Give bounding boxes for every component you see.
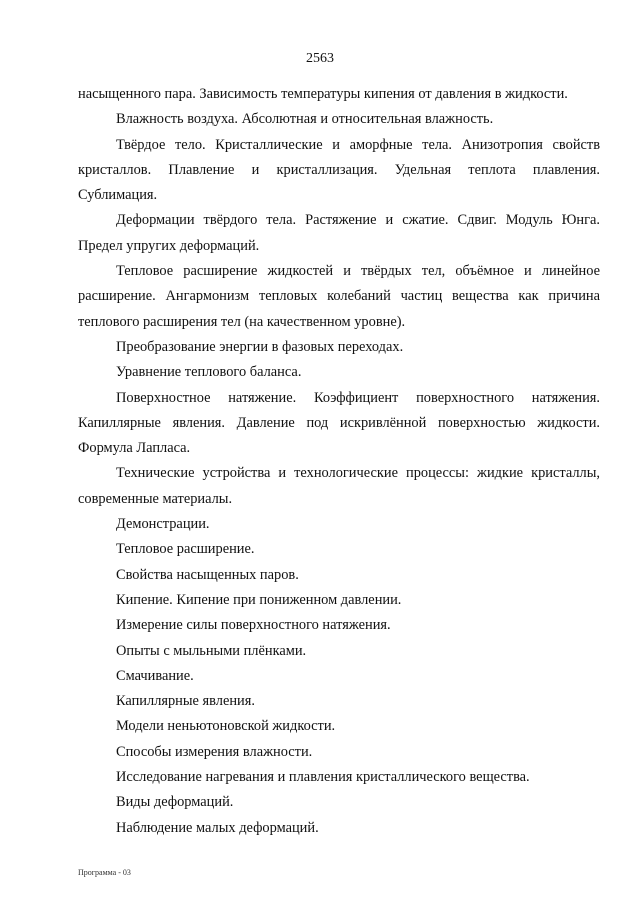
document-body xyxy=(78,82,600,841)
paragraph-surface-tension: Поверхностное натяжение. Коэффициент поверхностного натяжения. Капиллярные явления. Давление под искривлённой поверхностью жидкости. Формула Лапласа. xyxy=(78,389,600,457)
demonstrations-heading: Демонстрации. xyxy=(116,516,210,533)
list-item: Наблюдение малых деформаций. xyxy=(116,819,319,836)
paragraph-deformations: Деформации твёрдого тела. Растяжение и сжатие. Сдвиг. Модуль Юнга. Предел упругих деформаций. xyxy=(78,212,600,254)
page-number: 2563 xyxy=(306,51,334,66)
list-item: Модели неньютоновской жидкости. xyxy=(116,718,336,735)
paragraph-technical-devices: Технические устройства и технологические процессы: жидкие кристаллы, современные материалы. xyxy=(78,465,600,507)
list-item: Виды деформаций. xyxy=(116,794,234,811)
footer-program-label: Программа - 03 xyxy=(78,868,131,877)
list-item: Смачивание. xyxy=(116,667,194,684)
list-item: Свойства насыщенных паров. xyxy=(116,566,299,583)
paragraph-phase-energy: Преобразование энергии в фазовых переходах. xyxy=(116,338,404,355)
list-item: Исследование нагревания и плавления кристаллического вещества. xyxy=(116,769,530,786)
list-item: Кипение. Кипение при пониженном давлении. xyxy=(116,591,402,608)
paragraph-solid-body: Твёрдое тело. Кристаллические и аморфные тела. Анизотропия свойств кристаллов. Плавление и кристаллизация. Удельная теплота плавления. Сублимация. xyxy=(78,136,600,204)
list-item: Тепловое расширение. xyxy=(116,541,255,558)
list-item: Капиллярные явления. xyxy=(116,693,255,710)
list-item: Опыты с мыльными плёнками. xyxy=(116,642,307,659)
list-item: Измерение силы поверхностного натяжения. xyxy=(116,617,391,634)
paragraph-continuation: насыщенного пара. Зависимость температуры кипения от давления в жидкости. xyxy=(78,86,568,102)
list-item: Способы измерения влажности. xyxy=(116,743,313,760)
paragraph-thermal-expansion: Тепловое расширение жидкостей и твёрдых тел, объёмное и линейное расширение. Ангармонизм тепловых колебаний частиц вещества как причина теплового расширения тел (на качественном уровне). xyxy=(78,263,600,330)
paragraph-heat-balance: Уравнение теплового баланса. xyxy=(116,364,302,381)
paragraph-humidity: Влажность воздуха. Абсолютная и относительная влажность. xyxy=(116,111,494,128)
